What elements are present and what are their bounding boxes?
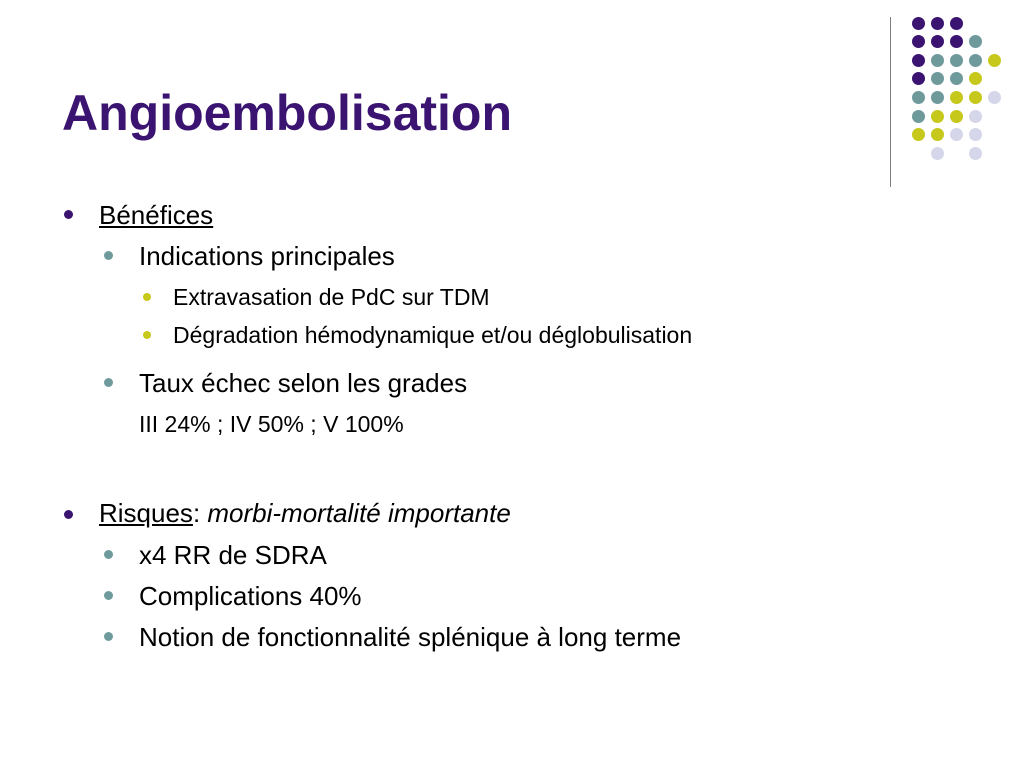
bullet-dot-icon [104,378,113,387]
vertical-divider [890,17,891,187]
dot [969,54,982,67]
bullet-level2-indications: Indications principales [139,241,395,271]
dot [988,91,1001,104]
dot [912,91,925,104]
dot [950,110,963,123]
slide-title: Angioembolisation [62,85,512,141]
dot [931,17,944,30]
dot [931,35,944,48]
dot [931,72,944,85]
dot [931,110,944,123]
dot [912,110,925,123]
bullet-dot-icon [104,251,113,260]
bullet-level2-sdra: x4 RR de SDRA [139,540,327,570]
dot [969,128,982,141]
bullet-level2-fonctionnalite: Notion de fonctionnalité splénique à long terme [139,622,682,652]
dot [912,128,925,141]
dot [969,91,982,104]
dot [950,17,963,30]
bullet-level3-extravasation: Extravasation de PdC sur TDM [173,284,490,310]
bullet-dot-icon [143,293,151,301]
bullet-dot-icon [143,331,151,339]
dot [950,35,963,48]
bullet-level3-degradation: Dégradation hémodynamique et/ou déglobulisation [173,322,693,348]
dot [912,54,925,67]
bullet-level1-risques [99,500,511,526]
risques-label: Risques [99,498,193,528]
dot [950,128,963,141]
dot [931,147,944,160]
dot [969,35,982,48]
dot [912,35,925,48]
dot [988,54,1001,67]
bullet-dot-icon [104,550,113,559]
bullet-level2-taux-echec: Taux échec selon les grades [139,368,468,398]
risques-emphasis: morbi-mortalité importante [207,498,511,528]
bullet-dot-icon [64,510,73,519]
risques-separator: : [192,498,208,528]
dot [912,72,925,85]
bullet-level2-complications: Complications 40% [139,581,362,611]
dot [950,72,963,85]
dot [950,91,963,104]
bullet-dot-icon [64,210,73,219]
dot [969,147,982,160]
dot [931,54,944,67]
dot [931,128,944,141]
dot [969,72,982,85]
dot [950,54,963,67]
bullet-dot-icon [104,591,113,600]
bullet-dot-icon [104,632,113,641]
bullet-level1-benefices: Bénéfices [99,200,214,230]
dot [931,91,944,104]
grades-text: III 24% ; IV 50% ; V 100% [139,411,404,437]
dot [969,110,982,123]
dot [912,17,925,30]
